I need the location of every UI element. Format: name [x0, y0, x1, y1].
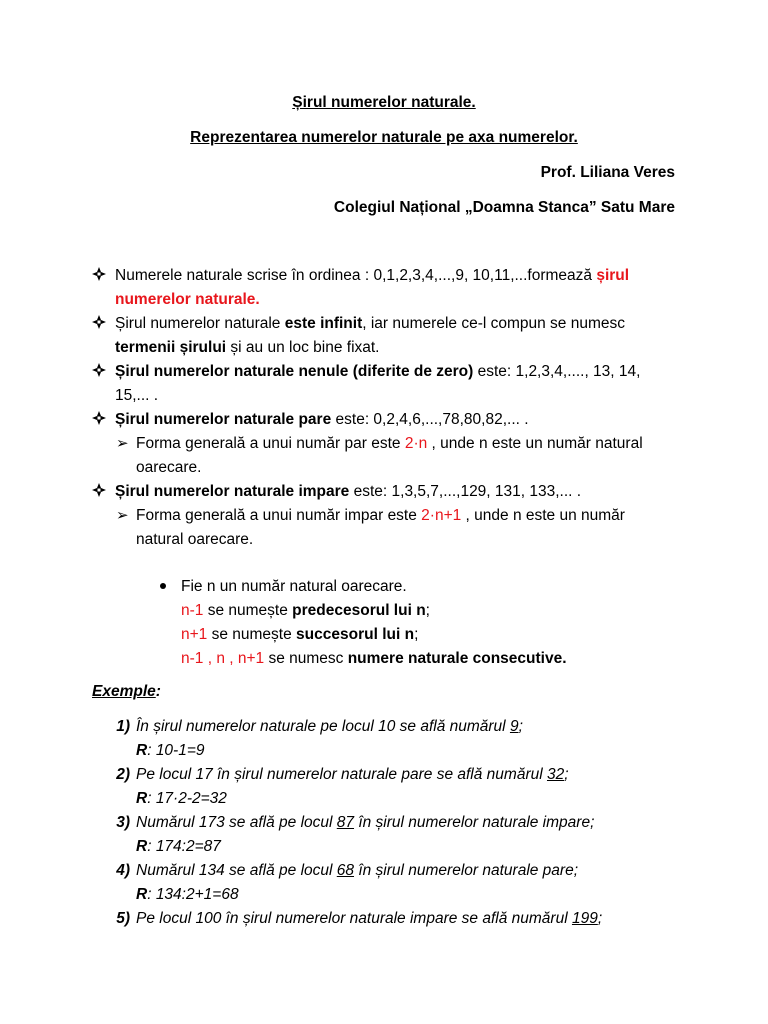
bullet-5-line-1: Șirul numerelor naturale impare este: 1,3,5,7,...,129, 131, 133,... . [115, 483, 582, 500]
sub-bullet-1-line-2: oarecare. [136, 459, 202, 476]
bullet-2-line-1: Șirul numerelor naturale este infinit, iar numerele ce-l compun se numesc [115, 315, 626, 332]
example-number: 1) [116, 718, 130, 735]
diamond-bullet-icon [92, 315, 106, 329]
document-subtitle: Reprezentarea numerelor naturale pe axa numerelor. [190, 129, 578, 146]
example-number: 2) [116, 766, 130, 783]
sub-bullet-2-line-2: natural oarecare. [136, 531, 254, 548]
example-number: 4) [116, 862, 130, 879]
bullet-3-line-1: Șirul numerelor naturale nenule (diferite de zero) este: 1,2,3,4,...., 13, 14, [115, 363, 641, 380]
round-bullet-icon [160, 583, 166, 589]
definition-line-1: Fie n un număr natural oarecare. [181, 578, 407, 595]
examples-heading: Exemple: [92, 683, 161, 700]
bullet-3-line-2: 15,... . [115, 387, 159, 404]
definition-successor: n+1 se numește succesorul lui n; [181, 626, 419, 643]
document-title: Șirul numerelor naturale. [292, 94, 476, 111]
example-1-answer: R: 10-1=9 [136, 742, 205, 759]
example-number: 3) [116, 814, 130, 831]
example-4-answer: R: 134:2+1=68 [136, 886, 239, 903]
example-4-statement: Numărul 134 se află pe locul 68 în șirul numerelor naturale pare; [136, 862, 579, 879]
bullet-1-line-2: numerelor naturale. [115, 291, 260, 308]
diamond-bullet-icon [92, 363, 106, 377]
bullet-1-line-1: Numerele naturale scrise în ordinea : 0,1,2,3,4,...,9, 10,11,...formează șirul [115, 267, 630, 284]
example-2-answer: R: 17·2-2=32 [136, 790, 227, 807]
sub-bullet-1-line-1: Forma generală a unui număr par este 2·n , unde n este un număr natural [136, 435, 643, 452]
definition-predecessor: n-1 se numește predecesorul lui n; [181, 602, 430, 619]
diamond-bullet-icon [92, 411, 106, 425]
arrow-bullet-icon: ➢ [116, 435, 129, 452]
diamond-bullet-icon [92, 483, 106, 497]
example-2-statement: Pe locul 17 în șirul numerelor naturale pare se află numărul 32; [136, 766, 569, 783]
example-3-answer: R: 174:2=87 [136, 838, 221, 855]
example-3-statement: Numărul 173 se află pe locul 87 în șirul numerelor naturale impare; [136, 814, 595, 831]
example-5-statement: Pe locul 100 în șirul numerelor naturale impare se află numărul 199; [136, 910, 603, 927]
author-name: Prof. Liliana Veres [540, 164, 675, 181]
bullet-4-line-1: Șirul numerelor naturale pare este: 0,2,4,6,...,78,80,82,... . [115, 411, 529, 428]
school-name: Colegiul Național „Doamna Stanca” Satu Mare [333, 199, 675, 216]
definition-consecutive: n-1 , n , n+1 se numesc numere naturale consecutive. [181, 650, 567, 667]
example-number: 5) [116, 910, 130, 927]
sub-bullet-2-line-1: Forma generală a unui număr impar este 2·n+1 , unde n este un număr [136, 507, 625, 524]
diamond-bullet-icon [92, 267, 106, 281]
example-1-statement: În șirul numerelor naturale pe locul 10 se află numărul 9; [136, 718, 523, 735]
bullet-2-line-2: termenii șirului și au un loc bine fixat. [115, 339, 380, 356]
arrow-bullet-icon: ➢ [116, 507, 129, 524]
